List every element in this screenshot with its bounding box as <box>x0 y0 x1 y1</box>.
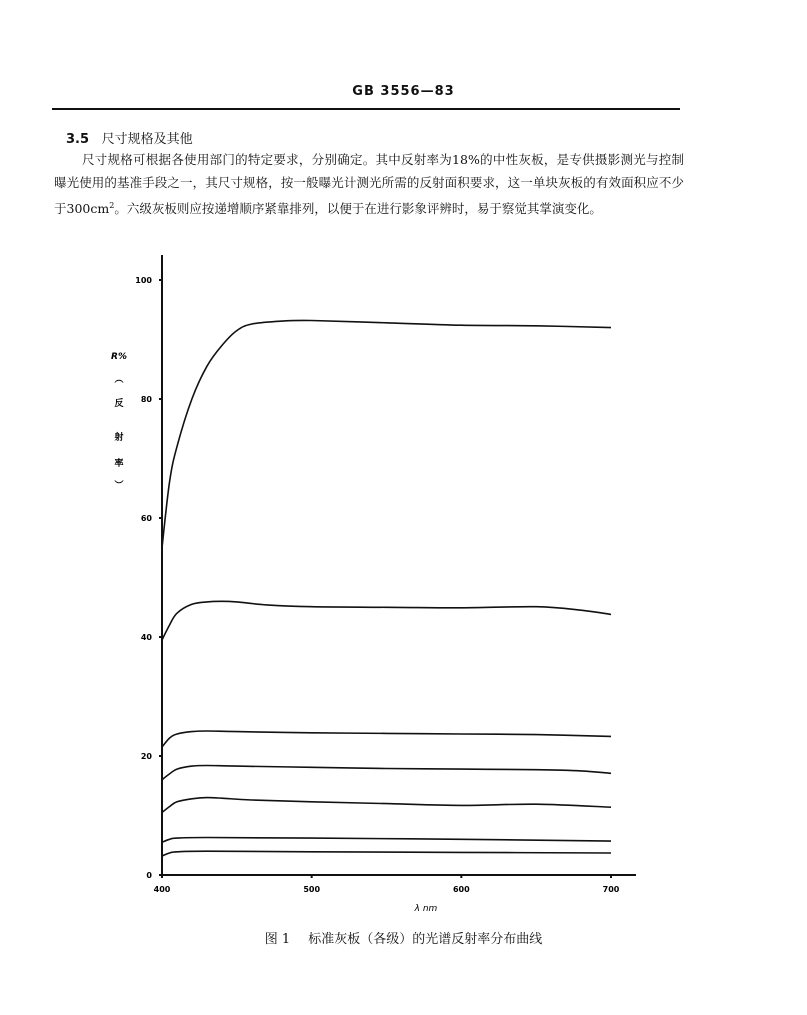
paragraph-tail: 。六级灰板则应按递增顺序紧靠排列，以便于在进行影象评辨时，易于察觉其掌演变化。 <box>114 201 602 217</box>
y-tick-label: 0 <box>146 871 152 880</box>
x-tick-label: 600 <box>452 885 470 894</box>
paragraph-main: 尺寸规格可根据各使用部门的特定要求，分别确定。其中反射率为18%的中性灰板，是专供摄影测光与控制曝光使用的基准手段之一，其尺寸规格，按一般曝光计测光所需的反射面积要求，这一单块灰板的有效面积应不少于300cm <box>54 152 684 217</box>
x-tick-label: 400 <box>153 885 171 894</box>
y-axis-label-char: 反 <box>114 399 124 409</box>
figure-caption <box>0 928 807 947</box>
series-line-6 <box>162 838 611 843</box>
x-tick-label: 500 <box>303 885 321 894</box>
paragraph-superscript: 2 <box>109 201 115 210</box>
standard-code-header: GB 3556—83 <box>352 84 455 99</box>
chart-labels <box>111 276 620 914</box>
y-axis-label-char: ︵ <box>114 375 124 385</box>
x-tick-label: 700 <box>602 885 620 894</box>
series-line-7 <box>162 851 611 856</box>
figure-caption-text: 标准灰板（各级）的光谱反射率分布曲线 <box>308 932 543 947</box>
y-tick-label: 20 <box>140 752 152 761</box>
reflectance-chart <box>0 240 807 920</box>
section-title: 尺寸规格及其他 <box>101 132 193 147</box>
section-paragraph <box>54 148 684 220</box>
header-rule <box>52 108 680 110</box>
chart-series-group <box>162 320 611 856</box>
y-axis-label-char: 射 <box>114 433 124 443</box>
y-tick-label: 100 <box>135 276 152 285</box>
y-tick-label: 80 <box>140 395 152 404</box>
x-axis-label: λ nm <box>414 904 438 914</box>
section-heading <box>66 128 193 147</box>
y-axis-label-char: 率 <box>114 459 124 469</box>
series-line-1 <box>162 320 611 547</box>
y-tick-label: 60 <box>140 514 152 523</box>
y-tick-label: 40 <box>140 633 152 642</box>
series-line-2 <box>162 601 611 640</box>
y-axis-label-char: ︶ <box>114 481 124 491</box>
series-line-4 <box>162 766 611 780</box>
figure-number: 图 1 <box>264 932 291 947</box>
series-line-5 <box>162 798 611 813</box>
section-number: 3.5 <box>66 132 90 147</box>
y-axis-label-top: R% <box>111 352 127 362</box>
series-line-3 <box>162 731 611 747</box>
chart-axes <box>159 255 636 878</box>
